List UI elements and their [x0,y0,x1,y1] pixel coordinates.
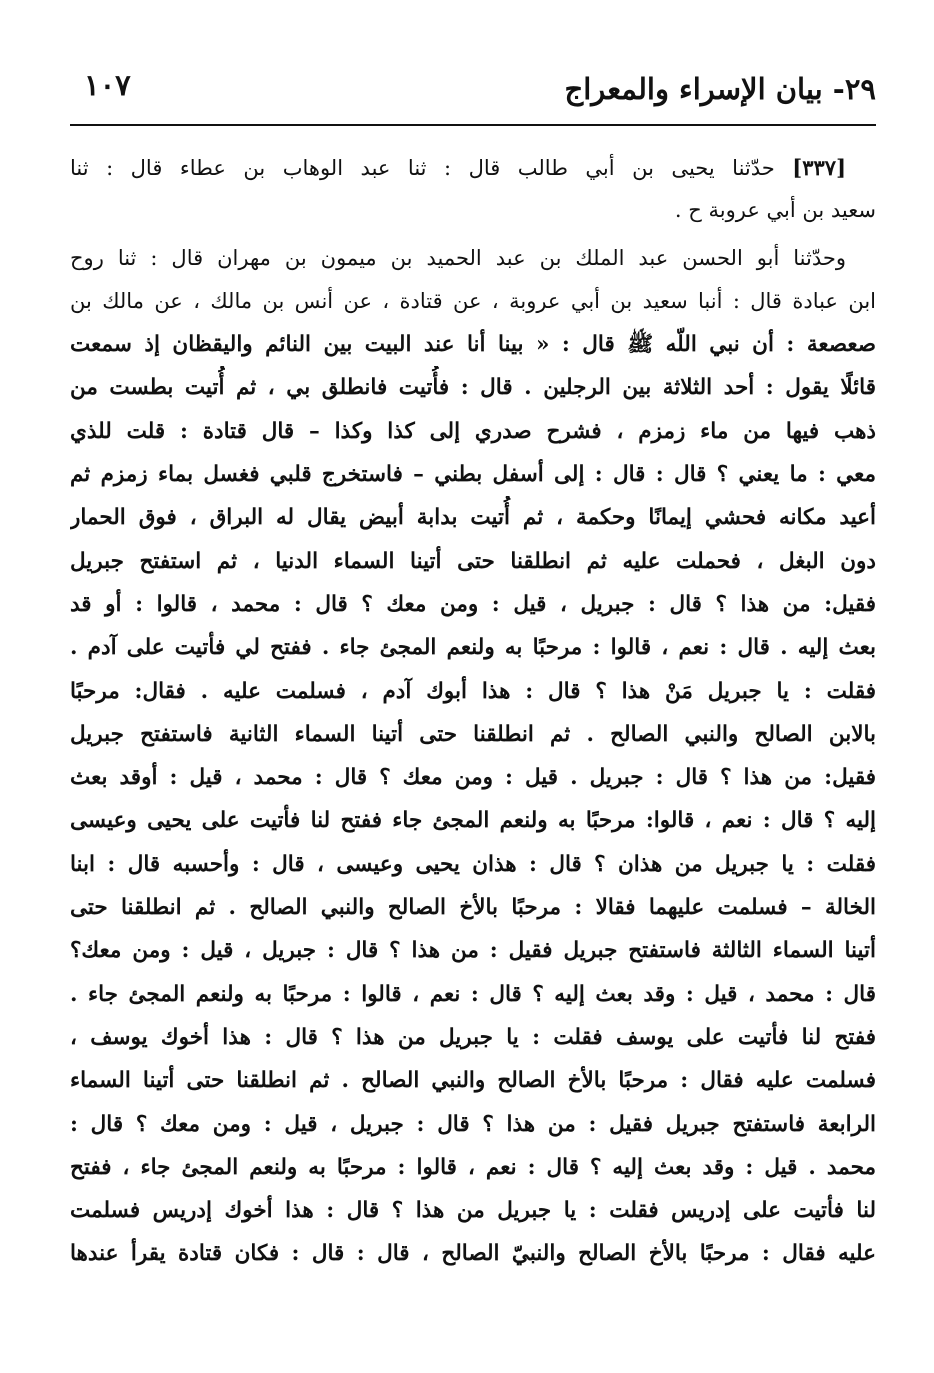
text-line: فقيل: من هذا ؟ قال : جبريل ، قيل : ومن معك ؟ قال : محمد ، قالوا : أو قد [70,591,876,617]
page-body [70,146,876,1276]
text-line: وحدّثنا أبو الحسن عبد الملك بن عبد الحميد بن ميمون بن مهران قال : ثنا روح [70,245,846,270]
page-header [70,60,876,120]
hadith-number: [٣٣٧] [792,155,846,180]
text-line: إليه ؟ قال : نعم ، قالوا: مرحبًا به ولنعم المجئ جاء ففتح لنا فأتيت على يحيى وعيسى [70,808,876,834]
text-line: دون البغل ، فحملت عليه ثم انطلقنا حتى أتينا السماء الدنيا ، ثم استفتح جبريل [70,548,876,574]
header-divider [70,124,876,126]
text-line: صعصعة : أن نبي اللّه ﷺ قال : « بينا أنا عند البيت بين النائم واليقظان إذ سمعت [70,332,876,358]
text-line: معي : ما يعني ؟ قال : قال : إلى أسفل بطني – فاستخرج قلبي فغسل بماء زمزم ثم [70,462,876,488]
text-line: أتينا السماء الثالثة فاستفتح جبريل فقيل : من هذا ؟ قال : جبريل ، قيل : ومن معك؟ [70,938,876,964]
text-line: قال : محمد ، قيل : وقد بعث إليه ؟ قال : نعم ، قالوا : مرحبًا به ولنعم المجئ جاء . [70,981,876,1007]
text-line: ابن عبادة قال : أنبا سعيد بن أبي عروبة ، عن قتادة ، عن أنس بن مالك ، عن مالك بن [70,288,876,313]
text-line: ففتح لنا فأتيت على يوسف فقلت : يا جبريل من هذا ؟ قال : هذا أخوك يوسف ، [70,1024,876,1050]
text-line: سعيد بن أبي عروبة ح . [674,198,876,223]
text-line: قائلًا يقول : أحد الثلاثة بين الرجلين . قال : فأُتيت فانطلق بي ، ثم أُتيت بطست من [70,375,876,401]
text-line: الرابعة فاستفتح جبريل فقيل : من هذا ؟ قال : جبريل ، قيل : ومن معك ؟ قال : [70,1111,876,1137]
text-line: فقلت : يا جبريل من هذان ؟ قال : هذان يحيى وعيسى ، قال : وأحسبه قال : ابنا [70,851,876,877]
text-line: الخالة – فسلمت عليهما فقالا : مرحبًا بالأخ الصالح والنبي الصالح . ثم انطلقنا حتى [70,895,876,921]
page-number: ١٠٧ [84,68,131,102]
text-line: أعيد مكانه فحشي إيمانًا وحكمة ، ثم أُتيت بدابة أبيض يقال له البراق ، فوق الحمار [70,505,876,531]
text-line: فقلت : يا جبريل مَنْ هذا ؟ قال : هذا أبوك آدم ، فسلمت عليه . فقال: مرحبًا [70,678,876,704]
text-line: عليه فقال : مرحبًا بالأخ الصالح والنبيّ الصالح ، قال : قال : فكان قتادة يقرأ عندها [70,1241,876,1267]
text-line: محمد . قيل : وقد بعث إليه ؟ قال : نعم ، قالوا : مرحبًا به ولنعم المجئ جاء ، ففتح [70,1154,876,1180]
text-line: [٣٣٧] حدّثنا يحيى بن أبي طالب قال : ثنا عبد الوهاب بن عطاء قال : ثنا [70,155,846,180]
book-page [70,60,876,1310]
text-line: ذهب فيها من ماء زمزم ، فشرح صدري إلى كذا وكذا – قال قتادة : قلت للذي [70,418,876,444]
text-line: لنا فأتيت على إدريس فقلت : يا جبريل من هذا ؟ قال : هذا أخوك إدريس فسلمت [70,1198,876,1224]
text-line: فسلمت عليه فقال : مرحبًا بالأخ الصالح والنبي الصالح . ثم انطلقنا حتى أتينا السماء [70,1068,876,1094]
text-line: فقيل: من هذا ؟ قال : جبريل . قيل : ومن معك ؟ قال : محمد ، قيل : أوقد بعث [70,765,876,791]
text-line: بعث إليه . قال : نعم ، قالوا : مرحبًا به ولنعم المجئ جاء . ففتح لي فأتيت على آدم . [70,635,876,661]
chapter-title: ٢٩- بيان الإسراء والمعراج [564,72,876,106]
text-line: بالابن الصالح والنبي الصالح . ثم انطلقنا حتى أتينا السماء الثانية فاستفتح جبريل [70,721,876,747]
